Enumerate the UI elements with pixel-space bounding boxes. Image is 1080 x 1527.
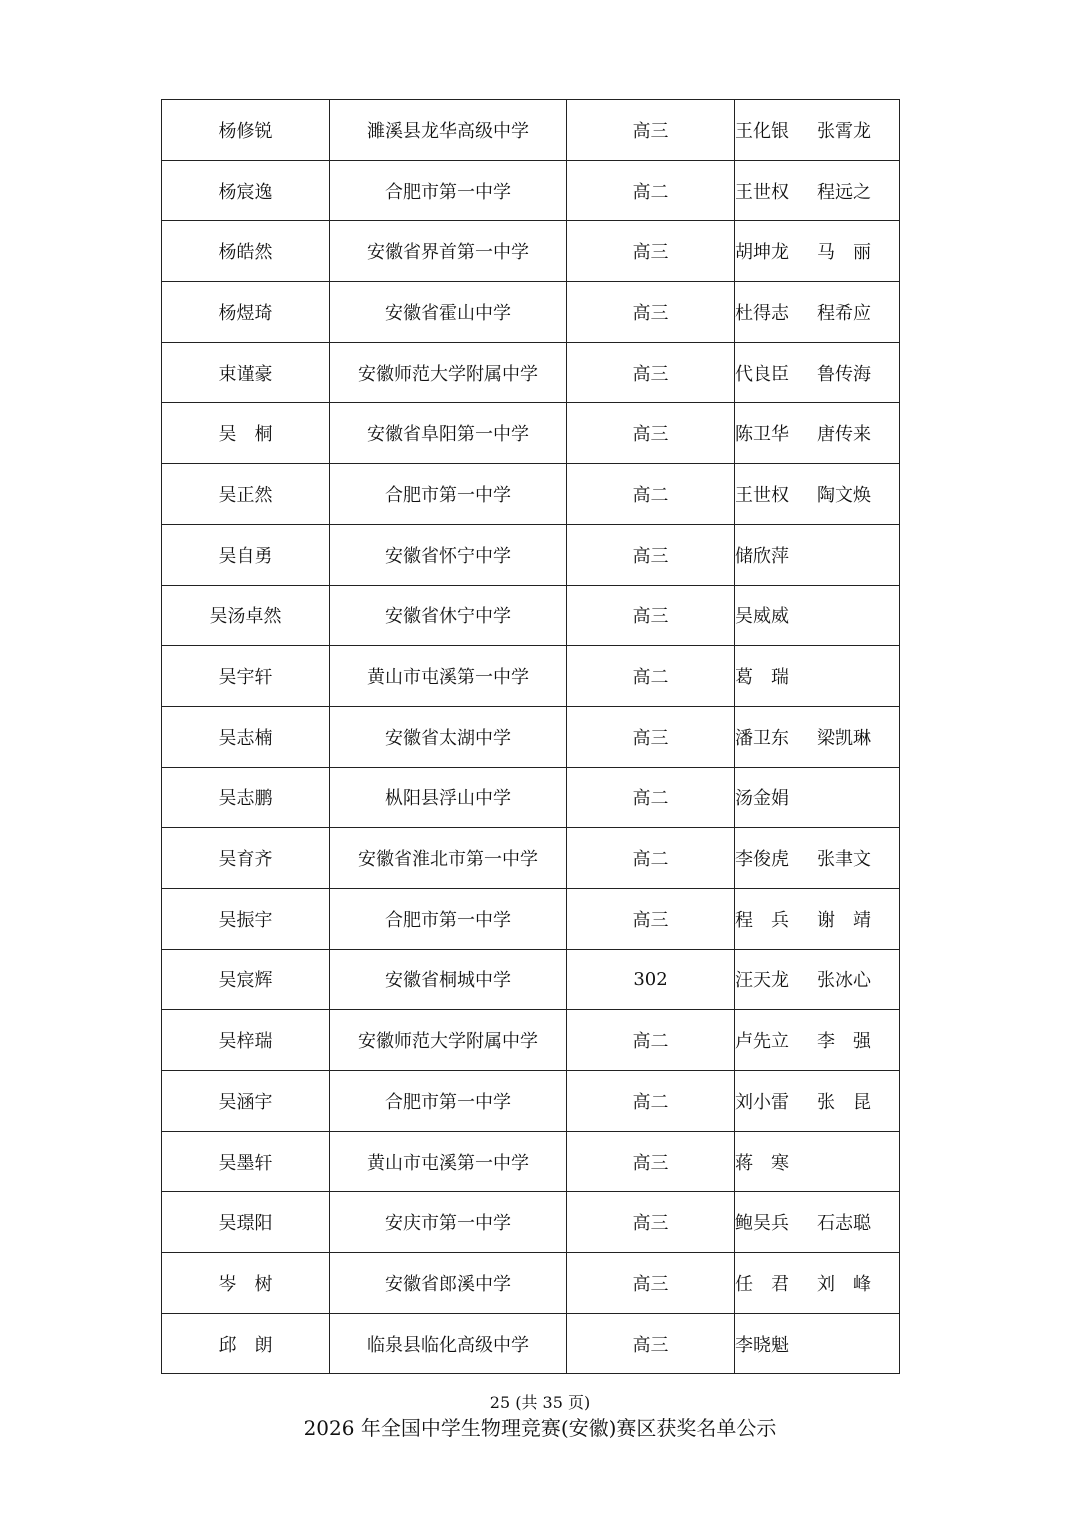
coach-cell [735, 828, 900, 889]
table-row [162, 1253, 900, 1314]
coach-cell [735, 342, 900, 403]
coach-primary: 刘小雷 [735, 1091, 789, 1113]
coach-cell [735, 282, 900, 343]
grade-cell: 高二 [567, 767, 735, 828]
award-table-body [162, 100, 900, 1374]
table-row [162, 403, 900, 464]
coach-cell [735, 1131, 900, 1192]
coach-primary: 吴威威 [735, 606, 789, 628]
coach-primary: 王化银 [735, 120, 789, 142]
coach-secondary: 张聿文 [817, 849, 871, 871]
coach-primary: 任 君 [735, 1273, 789, 1295]
grade-cell: 高三 [567, 100, 735, 161]
school-cell: 临泉县临化高级中学 [330, 1313, 567, 1374]
school-cell: 枞阳县浮山中学 [330, 767, 567, 828]
coach-secondary: 张冰心 [817, 970, 871, 992]
coach-cell [735, 100, 900, 161]
coach-cell [735, 160, 900, 221]
school-cell: 安徽省太湖中学 [330, 706, 567, 767]
table-row [162, 888, 900, 949]
table-row [162, 585, 900, 646]
table-row [162, 1192, 900, 1253]
student-name-cell: 吴 桐 [162, 403, 330, 464]
coach-secondary: 张 昆 [817, 1091, 871, 1113]
school-cell: 安徽师范大学附属中学 [330, 342, 567, 403]
grade-cell: 高三 [567, 524, 735, 585]
grade-cell: 高二 [567, 646, 735, 707]
school-cell: 黄山市屯溪第一中学 [330, 1131, 567, 1192]
coach-cell [735, 706, 900, 767]
award-table [161, 99, 900, 1374]
coach-primary: 胡坤龙 [735, 242, 789, 264]
grade-cell: 高二 [567, 1010, 735, 1071]
coach-primary: 杜得志 [735, 302, 789, 324]
coach-cell [735, 1192, 900, 1253]
coach-cell [735, 767, 900, 828]
student-name-cell: 杨宸逸 [162, 160, 330, 221]
table-row [162, 646, 900, 707]
student-name-cell: 吴墨轩 [162, 1131, 330, 1192]
student-name-cell: 杨修锐 [162, 100, 330, 161]
coach-cell [735, 524, 900, 585]
coach-primary: 代良臣 [735, 363, 789, 385]
school-cell: 安徽师范大学附属中学 [330, 1010, 567, 1071]
grade-cell: 高三 [567, 888, 735, 949]
student-name-cell: 吴正然 [162, 464, 330, 525]
grade-cell: 高三 [567, 706, 735, 767]
table-row [162, 282, 900, 343]
grade-cell: 高三 [567, 1253, 735, 1314]
grade-cell: 高三 [567, 1192, 735, 1253]
table-row [162, 464, 900, 525]
school-cell: 安徽省淮北市第一中学 [330, 828, 567, 889]
coach-cell [735, 949, 900, 1010]
coach-primary: 李俊虎 [735, 849, 789, 871]
coach-cell [735, 1253, 900, 1314]
coach-secondary: 程远之 [817, 181, 871, 203]
coach-primary: 潘卫东 [735, 727, 789, 749]
coach-primary: 鲍吴兵 [735, 1213, 789, 1235]
table-row [162, 1313, 900, 1374]
student-name-cell: 吴涵宇 [162, 1071, 330, 1132]
table-row [162, 524, 900, 585]
table-row [162, 1010, 900, 1071]
coach-cell [735, 403, 900, 464]
coach-cell [735, 888, 900, 949]
school-cell: 合肥市第一中学 [330, 1071, 567, 1132]
student-name-cell: 吴宇轩 [162, 646, 330, 707]
coach-cell [735, 1071, 900, 1132]
school-cell: 濉溪县龙华高级中学 [330, 100, 567, 161]
coach-primary: 葛 瑞 [735, 667, 789, 689]
coach-cell [735, 1010, 900, 1071]
grade-cell: 高三 [567, 1131, 735, 1192]
coach-primary: 蒋 寒 [735, 1152, 789, 1174]
coach-secondary: 石志聪 [817, 1213, 871, 1235]
table-row [162, 949, 900, 1010]
coach-primary: 程 兵 [735, 909, 789, 931]
coach-primary: 储欣萍 [735, 545, 789, 567]
student-name-cell: 吴宸辉 [162, 949, 330, 1010]
grade-cell: 高二 [567, 160, 735, 221]
coach-primary: 李晓魁 [735, 1334, 789, 1356]
grade-cell: 高三 [567, 403, 735, 464]
coach-secondary: 谢 靖 [817, 909, 871, 931]
school-cell: 安庆市第一中学 [330, 1192, 567, 1253]
school-cell: 安徽省霍山中学 [330, 282, 567, 343]
grade-cell: 高二 [567, 464, 735, 525]
coach-primary: 陈卫华 [735, 424, 789, 446]
table-row [162, 767, 900, 828]
student-name-cell: 吴自勇 [162, 524, 330, 585]
coach-secondary: 马 丽 [817, 242, 871, 264]
table-row [162, 100, 900, 161]
student-name-cell: 岑 树 [162, 1253, 330, 1314]
coach-cell [735, 1313, 900, 1374]
coach-primary: 汤金娟 [735, 788, 789, 810]
coach-secondary: 陶文焕 [817, 484, 871, 506]
school-cell: 合肥市第一中学 [330, 160, 567, 221]
grade-cell: 高二 [567, 828, 735, 889]
grade-cell: 高三 [567, 342, 735, 403]
school-cell: 安徽省桐城中学 [330, 949, 567, 1010]
student-name-cell: 吴志楠 [162, 706, 330, 767]
grade-cell: 高二 [567, 1071, 735, 1132]
school-cell: 合肥市第一中学 [330, 888, 567, 949]
coach-secondary: 刘 峰 [817, 1273, 871, 1295]
student-name-cell: 吴汤卓然 [162, 585, 330, 646]
grade-cell: 高三 [567, 1313, 735, 1374]
school-cell: 安徽省界首第一中学 [330, 221, 567, 282]
school-cell: 安徽省阜阳第一中学 [330, 403, 567, 464]
student-name-cell: 吴育齐 [162, 828, 330, 889]
coach-secondary: 唐传来 [817, 424, 871, 446]
school-cell: 安徽省休宁中学 [330, 585, 567, 646]
student-name-cell: 邱 朗 [162, 1313, 330, 1374]
coach-primary: 王世权 [735, 484, 789, 506]
school-cell: 合肥市第一中学 [330, 464, 567, 525]
coach-secondary: 梁凯琳 [817, 727, 871, 749]
student-name-cell: 束谨豪 [162, 342, 330, 403]
page-number: 25 (共 35 页) [489, 1393, 591, 1412]
table-row [162, 342, 900, 403]
document-title: 2026 年全国中学生物理竞赛(安徽)赛区获奖名单公示 [303, 1416, 777, 1440]
coach-primary: 王世权 [735, 181, 789, 203]
school-cell: 安徽省怀宁中学 [330, 524, 567, 585]
school-cell: 安徽省郎溪中学 [330, 1253, 567, 1314]
student-name-cell: 吴璟阳 [162, 1192, 330, 1253]
coach-cell [735, 464, 900, 525]
grade-cell: 高三 [567, 221, 735, 282]
coach-secondary: 程希应 [817, 302, 871, 324]
coach-secondary: 张霄龙 [817, 120, 871, 142]
student-name-cell: 吴梓瑞 [162, 1010, 330, 1071]
grade-cell: 302 [567, 949, 735, 1010]
coach-cell [735, 646, 900, 707]
table-row [162, 160, 900, 221]
coach-cell [735, 221, 900, 282]
coach-cell [735, 585, 900, 646]
table-row [162, 221, 900, 282]
coach-secondary: 鲁传海 [817, 363, 871, 385]
grade-cell: 高三 [567, 282, 735, 343]
table-row [162, 1071, 900, 1132]
student-name-cell: 吴志鹏 [162, 767, 330, 828]
table-row [162, 828, 900, 889]
coach-secondary: 李 强 [817, 1031, 871, 1053]
grade-cell: 高三 [567, 585, 735, 646]
table-row [162, 1131, 900, 1192]
table-row [162, 706, 900, 767]
student-name-cell: 杨煜琦 [162, 282, 330, 343]
student-name-cell: 吴振宇 [162, 888, 330, 949]
coach-primary: 卢先立 [735, 1031, 789, 1053]
school-cell: 黄山市屯溪第一中学 [330, 646, 567, 707]
coach-primary: 汪天龙 [735, 970, 789, 992]
student-name-cell: 杨皓然 [162, 221, 330, 282]
